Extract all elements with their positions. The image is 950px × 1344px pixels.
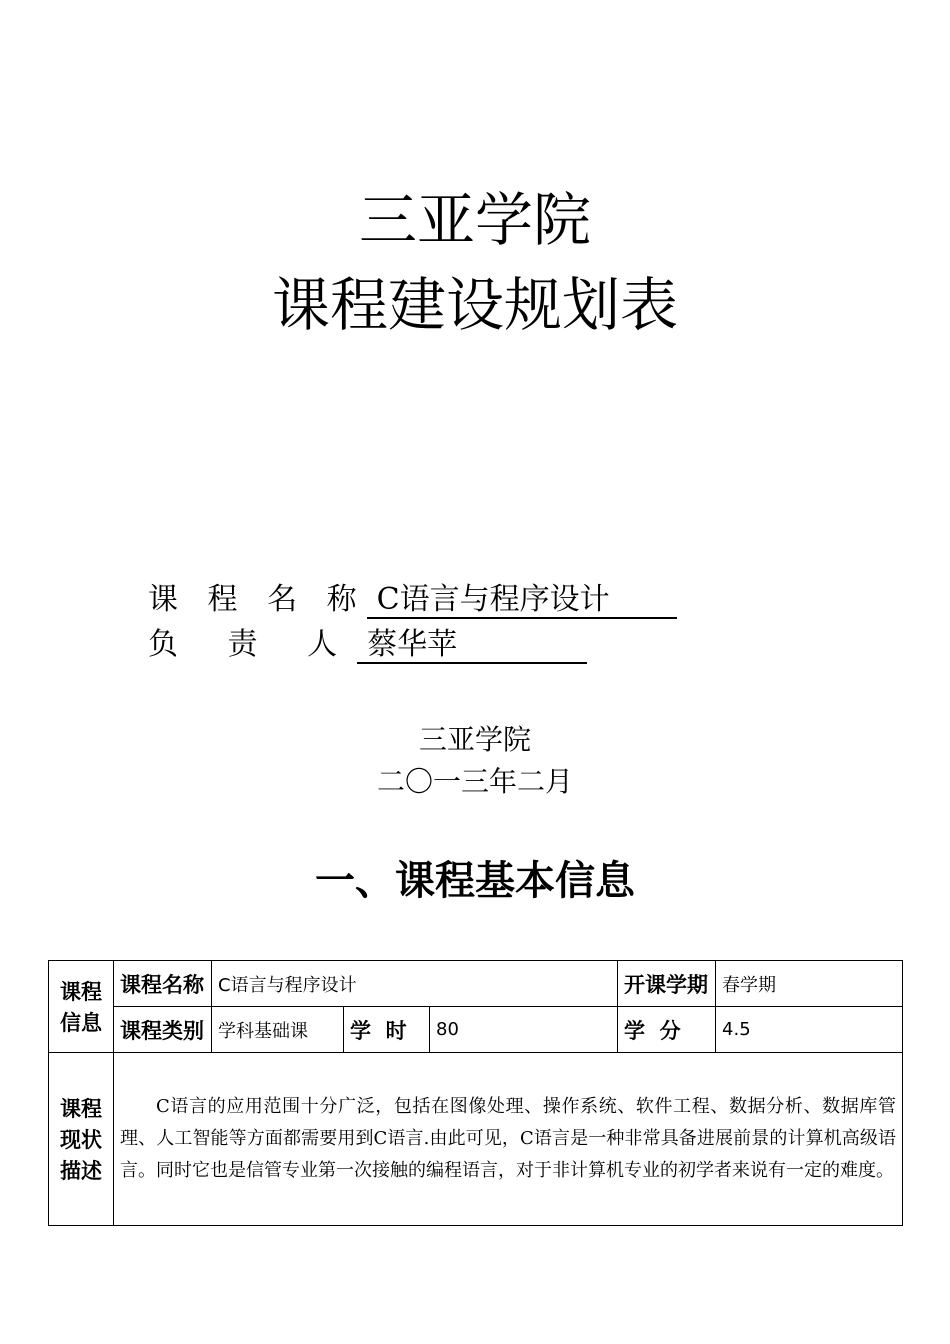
course-info-table — [48, 960, 903, 1226]
hours-cell: 80 — [430, 1007, 618, 1053]
section-heading: 一、课程基本信息 — [315, 857, 635, 904]
semester-header: 开课学期 — [618, 961, 716, 1007]
credits-header: 学 分 — [618, 1007, 716, 1053]
course-name-field — [148, 580, 677, 620]
owner-field — [148, 625, 587, 665]
course-name-cell: C语言与程序设计 — [212, 961, 618, 1007]
owner-label: 负 责 人 — [148, 627, 358, 662]
course-name-label: 课 程 名 称 — [148, 582, 367, 617]
semester-cell: 春学期 — [716, 961, 903, 1007]
hours-header: 学 时 — [344, 1007, 430, 1053]
owner-value: 蔡华苹 — [357, 628, 587, 664]
course-name-header: 课程名称 — [114, 961, 212, 1007]
document-title-line2: 课程建设规划表 — [271, 271, 678, 339]
course-status-description: C语言的应用范围十分广泛，包括在图像处理、操作系统、软件工程、数据分析、数据库管理、人工智能等方面都需要用到C语言.由此可见，C语言是一种非常具备进展前景的计算机高级语言。同时它也是信管专业第一次接触的编程语言，对于非计算机专业的初学者来说有一定的难度。 — [114, 1053, 903, 1226]
category-cell: 学科基础课 — [212, 1007, 344, 1053]
table-row — [49, 961, 903, 1007]
table-row — [49, 1053, 903, 1226]
course-status-label: 课程 现状 描述 — [49, 1053, 114, 1226]
institution-name: 三亚学院 — [418, 723, 531, 756]
table-row — [49, 1007, 903, 1053]
credits-cell: 4.5 — [716, 1007, 903, 1053]
document-date: 二〇一三年二月 — [376, 765, 573, 798]
course-info-group-label: 课程 信息 — [49, 961, 114, 1053]
category-header: 课程类别 — [114, 1007, 212, 1053]
document-title-line1: 三亚学院 — [358, 186, 591, 254]
course-name-value: C语言与程序设计 — [367, 583, 677, 619]
